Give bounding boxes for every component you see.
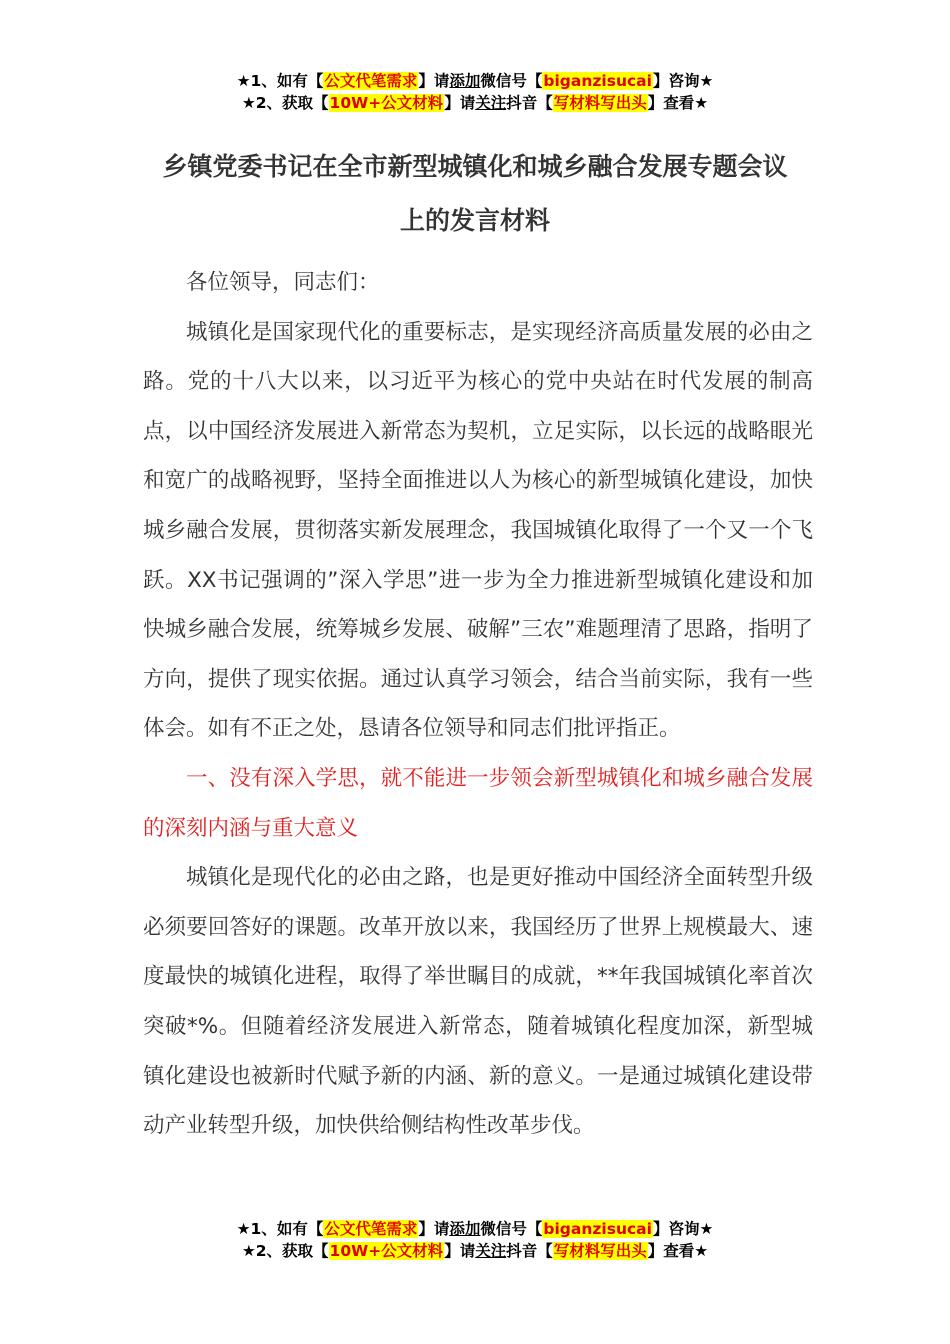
greeting: 各位领导，同志们： <box>186 270 380 295</box>
highlight-douyin-account: 写材料写出头 <box>553 1242 647 1260</box>
banner-line-2: ★2、获取【10W+公文材料】请关注抖音【写材料写出头】查看★ <box>241 94 709 112</box>
highlight-wechat-id: biganzisucai <box>543 72 652 90</box>
highlight-wechat-id: biganzisucai <box>543 1220 652 1238</box>
section-heading-1: 一、没有深入学思，就不能进一步领会新型城镇化和城乡融合发展的深刻内涵与重大意义 <box>143 765 813 841</box>
banner-line-1: ★1、如有【公文代笔需求】请添加微信号【biganzisucai】咨询★ <box>236 1220 714 1238</box>
highlight-service: 公文代笔需求 <box>324 1220 418 1238</box>
title-line-2: 上的发言材料 <box>399 206 550 235</box>
title-line-1: 乡镇党委书记在全市新型城镇化和城乡融合发展专题会议 <box>162 152 788 181</box>
highlight-douyin-account: 写材料写出头 <box>553 94 647 112</box>
document-title <box>120 140 830 248</box>
document-body <box>143 258 813 1151</box>
highlight-materials: 10W+公文材料 <box>329 94 444 112</box>
header-banner <box>0 70 950 114</box>
banner-line-2: ★2、获取【10W+公文材料】请关注抖音【写材料写出头】查看★ <box>241 1242 709 1260</box>
paragraph-1: 城镇化是国家现代化的重要标志，是实现经济高质量发展的必由之路。党的十八大以来，以习近平为核心的党中央站在时代发展的制高点，以中国经济发展进入新常态为契机，立足实际，以长远的战略眼光和宽广的战略视野，坚持全面推进以人为核心的新型城镇化建设，加快城乡融合发展，贯彻落实新发展理念，我国城镇化取得了一个又一个飞跃。XX书记强调的”深入学思”进一步为全力推进新型城镇化建设和加快城乡融合发展，统筹城乡发展、破解”三农”难题理清了思路，指明了方向，提供了现实依据。通过认真学习领会，结合当前实际，我有一些体会。如有不正之处，恳请各位领导和同志们批评指正。 <box>143 319 813 742</box>
footer-banner <box>0 1218 950 1262</box>
highlight-materials: 10W+公文材料 <box>329 1242 444 1260</box>
paragraph-2: 城镇化是现代化的必由之路，也是更好推动中国经济全面转型升级必须要回答好的课题。改革开放以来，我国经历了世界上规模最大、速度最快的城镇化进程，取得了举世瞩目的成就，**年我国城镇化率首次突破*%。但随着经济发展进入新常态，随着城镇化程度加深，新型城镇化建设也被新时代赋予新的内涵、新的意义。一是通过城镇化建设带动产业转型升级，加快供给侧结构性改革步伐。 <box>143 865 813 1139</box>
banner-line-1: ★1、如有【公文代笔需求】请添加微信号【biganzisucai】咨询★ <box>236 72 714 90</box>
highlight-service: 公文代笔需求 <box>324 72 418 90</box>
